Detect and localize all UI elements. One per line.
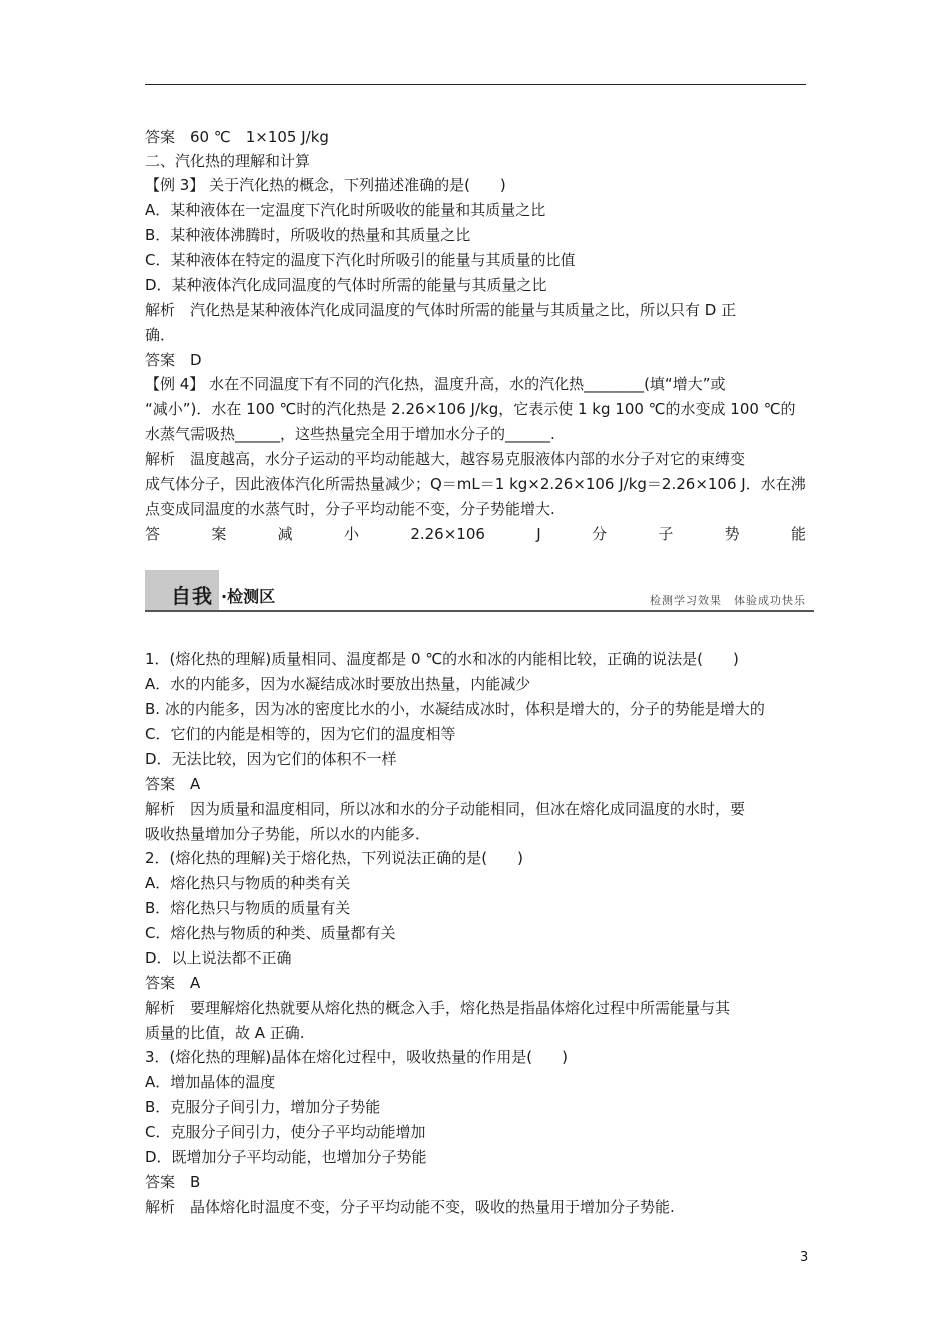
answer-word: 子 — [658, 525, 674, 543]
example-3-analysis-line-2: 确． — [145, 326, 176, 344]
question-2-option-d: D．以上说法都不正确 — [145, 949, 292, 967]
banner-subtitle: ·检测区 — [221, 587, 276, 606]
example-3-answer: 答案 D — [145, 351, 202, 369]
question-2-answer: 答案 A — [145, 974, 201, 992]
question-3-option-a: A．增加晶体的温度 — [145, 1073, 276, 1091]
example-3-option-b: B．某种液体沸腾时，所吸收的热量和其质量之比 — [145, 226, 471, 244]
question-1-analysis-line-2: 吸收热量增加分子势能，所以水的内能多． — [145, 825, 431, 843]
question-1-analysis-line-1: 解析 因为质量和温度相同，所以冰和水的分子动能相同，但冰在熔化成同温度的水时，要 — [145, 800, 746, 818]
question-2-stem: 2．(熔化热的理解)关于熔化热，下列说法正确的是( ) — [145, 849, 523, 867]
question-3-answer: 答案 B — [145, 1173, 201, 1191]
question-1-option-c: C．它们的内能是相等的，因为它们的温度相等 — [145, 725, 456, 743]
question-1-answer: 答案 A — [145, 775, 201, 793]
question-1-option-a: A．水的内能多，因为水凝结成冰时要放出热量，内能减少 — [145, 675, 531, 693]
answer-word: 分 — [591, 525, 607, 543]
question-3-option-c: C．克服分子间引力，使分子平均动能增加 — [145, 1123, 426, 1141]
example-4-stem-line-3: 水蒸气需吸热______，这些热量完全用于增加水分子的______. — [145, 425, 555, 443]
question-2-analysis-line-2: 质量的比值，故 A 正确. — [145, 1024, 305, 1042]
question-2-option-c: C．熔化热与物质的种类、质量都有关 — [145, 924, 396, 942]
answer-word: 案 — [211, 525, 227, 543]
question-3-stem: 3．(熔化热的理解)晶体在熔化过程中，吸收热量的作用是( ) — [145, 1048, 568, 1066]
answer-line: 答案 60 ℃ 1×105 J/kg — [145, 128, 329, 146]
example-3-option-a: A．某种液体在一定温度下汽化时所吸收的能量和其质量之比 — [145, 201, 546, 219]
page-number: 3 — [800, 1250, 809, 1265]
example-4-stem-line-1: 【例 4】 水在不同温度下有不同的汽化热，温度升高，水的汽化热________(填“增大”或 — [145, 375, 726, 393]
answer-word: 2.26×106 — [410, 525, 485, 543]
answer-word: 小 — [343, 525, 359, 543]
top-rule — [145, 84, 806, 85]
question-3-option-b: B．克服分子间引力，增加分子势能 — [145, 1098, 381, 1116]
question-2-option-b: B．熔化热只与物质的质量有关 — [145, 899, 351, 917]
section-heading: 二、汽化热的理解和计算 — [145, 152, 311, 170]
example-4-analysis-line-1: 解析 温度越高，水分子运动的平均动能越大，越容易克服液体内部的水分子对它的束缚变 — [145, 450, 746, 468]
question-1-option-d: D．无法比较，因为它们的体积不一样 — [145, 750, 397, 768]
question-1-option-b: B. 冰的内能多，因为冰的密度比水的小，水凝结成冰时，体积是增大的，分子的势能是增大的 — [145, 700, 765, 718]
answer-word: J — [536, 525, 541, 543]
banner-title: 自我 — [171, 584, 213, 608]
example-3-stem: 【例 3】 关于汽化热的概念，下列描述准确的是( ) — [145, 176, 506, 194]
example-4-stem-line-2: “减小”)．水在 100 ℃时的汽化热是 2.26×106 J/kg，它表示使 1 kg 100 ℃的水变成 100 ℃的 — [145, 400, 796, 418]
question-3-option-d: D．既增加分子平均动能，也增加分子势能 — [145, 1148, 427, 1166]
answer-word: 能 — [790, 525, 806, 543]
example-4-answer — [145, 524, 806, 544]
self-check-banner — [145, 570, 814, 612]
example-4-analysis-line-3: 点变成同温度的水蒸气时，分子平均动能不变，分子势能增大. — [145, 500, 555, 518]
question-3-analysis: 解析 晶体熔化时温度不变，分子平均动能不变，吸收的热量用于增加分子势能. — [145, 1198, 675, 1216]
question-1-stem: 1．(熔化热的理解)质量相同、温度都是 0 ℃的水和冰的内能相比较，正确的说法是( ) — [145, 650, 739, 668]
example-3-option-d: D．某种液体汽化成同温度的气体时所需的能量与其质量之比 — [145, 276, 547, 294]
question-2-analysis-line-1: 解析 要理解熔化热就要从熔化热的概念入手，熔化热是指晶体熔化过程中所需能量与其 — [145, 999, 731, 1017]
question-2-option-a: A．熔化热只与物质的种类有关 — [145, 874, 351, 892]
answer-word: 答 — [145, 525, 161, 543]
answer-word: 势 — [724, 525, 740, 543]
example-4-analysis-line-2: 成气体分子，因此液体汽化所需热量减少；Q＝mL＝1 kg×2.26×106 J/kg＝2.26×106 J．水在沸 — [145, 475, 806, 493]
banner-rule — [145, 610, 814, 612]
banner-slogan: 检测学习效果 体验成功快乐 — [650, 594, 806, 607]
answer-word: 减 — [277, 525, 293, 543]
example-3-analysis-line-1: 解析 汽化热是某种液体汽化成同温度的气体时所需的能量与其质量之比，所以只有 D 正 — [145, 301, 737, 319]
example-3-option-c: C．某种液体在特定的温度下汽化时所吸引的能量与其质量的比值 — [145, 251, 576, 269]
